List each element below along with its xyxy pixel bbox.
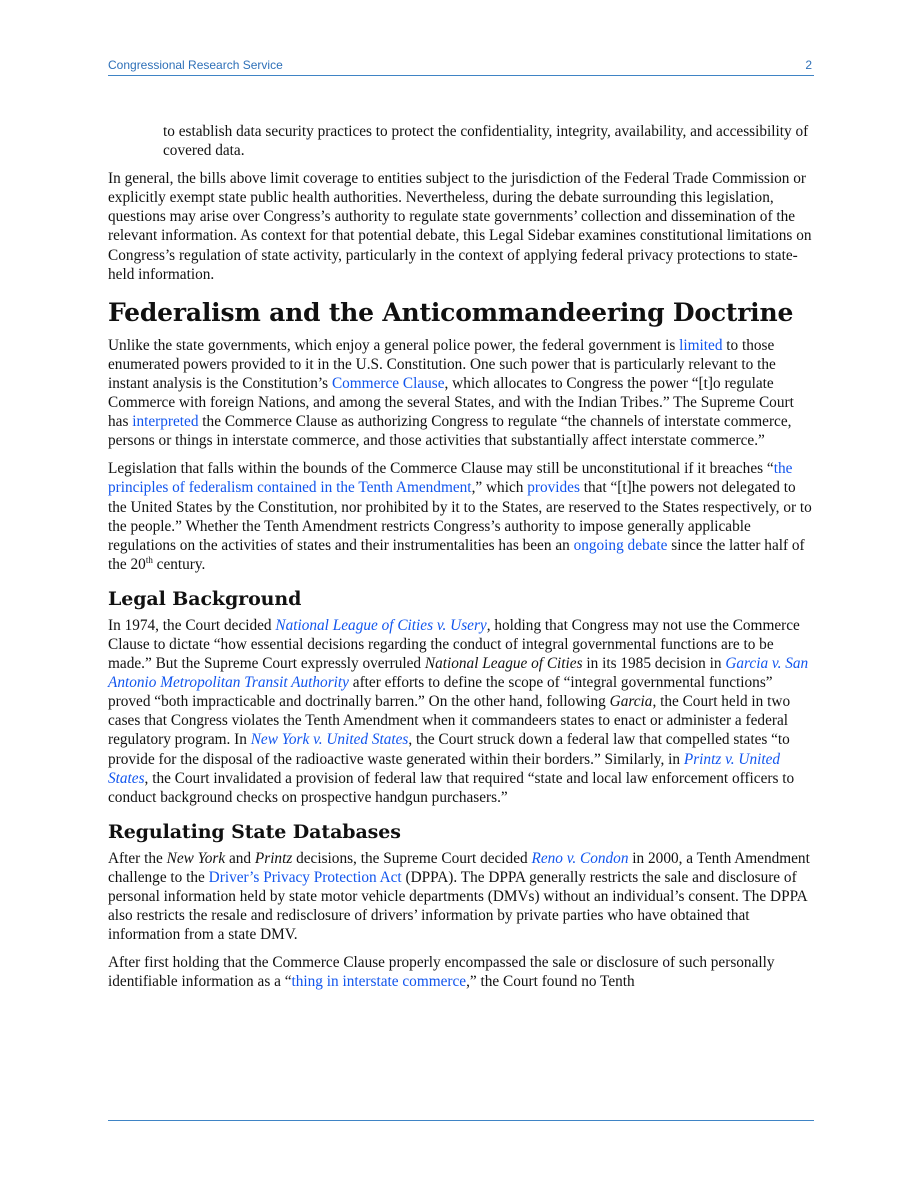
link-printz-v-united-states[interactable]: Printz v. United States: [108, 750, 781, 787]
page-number: 2: [805, 58, 812, 72]
intro-paragraph: In general, the bills above limit coverage to entities subject to the jurisdiction of the Federal Trade Commission or explicitly exempt state public health authorities. Nevertheless, during the debate surrounding this legislation, questions may arise over Congress’s authority to regulate state governments’ collection and dissemination of the relevant information. As context for that potential debate, this Legal Sidebar examines constitutional limitations on Congress’s regulation of state activity, particularly in the context of applying federal privacy protections to state-held information.: [108, 170, 812, 283]
link-new-york-v-united-states[interactable]: New York v. United States: [250, 731, 409, 749]
text-run: the Commerce Clause as authorizing Congress to regulate “the channels of interstate commerce, persons or things in interstate commerce, and those activities that substantially affect interstate commerce.”: [108, 413, 792, 450]
section-heading-federalism: Federalism and the Anticommandeering Doctrine: [108, 297, 794, 327]
text-run: decisions, the Supreme Court decided: [292, 849, 532, 867]
link-thing-in-interstate-commerce[interactable]: thing in interstate commerce: [291, 973, 467, 991]
text-run: after efforts to define the scope of “integral governmental functions” proved “both impracticable and doctrinally barren.” On the other hand, following: [108, 674, 773, 711]
document-body: [108, 122, 814, 1000]
link-drivers-privacy-protection-act[interactable]: Driver’s Privacy Protection Act: [208, 868, 402, 886]
federalism-paragraph-1: [108, 336, 814, 451]
text-run: In 1974, the Court decided: [108, 616, 276, 634]
link-interpreted[interactable]: interpreted: [132, 413, 199, 431]
link-garcia[interactable]: Garcia v. San Antonio Metropolitan Transit Authority: [108, 655, 809, 692]
footer-rule: [108, 1120, 814, 1121]
text-run: in its 1985 decision in: [582, 655, 726, 673]
text-run: After the: [108, 849, 167, 867]
text-run: ,” which: [471, 479, 528, 497]
text-run: and: [225, 849, 255, 867]
section-heading-regulating-state-databases: Regulating State Databases: [108, 820, 401, 843]
link-commerce-clause[interactable]: Commerce Clause: [331, 374, 445, 392]
text-run: Legislation that falls within the bounds of the Commerce Clause may still be unconstitutional if it breaches “: [108, 460, 774, 478]
text-run: Unlike the state governments, which enjoy a general police power, the federal government is: [108, 336, 680, 354]
text-run: ,” the Court found no Tenth: [466, 973, 635, 991]
text-run: century.: [152, 555, 206, 573]
link-provides[interactable]: provides: [527, 479, 580, 497]
header-organization: Congressional Research Service: [108, 58, 283, 72]
case-name-italic: New York: [166, 849, 226, 867]
text-run: , which allocates to Congress the power “[t]o regulate Commerce with foreign Nations, and among the several States, and with the Indian Tribes.” The Supreme Court has: [108, 374, 794, 431]
running-header: [108, 57, 814, 76]
case-name-italic: National League of Cities: [424, 655, 583, 673]
text-run: to those enumerated powers provided to it in the U.S. Constitution. One such power that is particularly relevant to the instant analysis is the Constitution’s: [108, 336, 776, 392]
text-run: , holding that Congress may not use the Commerce Clause to dictate “how essential decisions regarding the conduct of integral governmental functions are to be made.” But the Supreme Court expressly overruled: [108, 616, 800, 673]
case-name-italic: Garcia: [609, 693, 653, 711]
link-principles-of-federalism[interactable]: the principles of federalism contained in the Tenth Amendment: [108, 460, 793, 497]
section-heading-legal-background: Legal Background: [108, 587, 302, 610]
text-run: (DPPA). The DPPA generally restricts the sale and disclosure of personal information held by state motor vehicle departments (DMVs) without an individual’s consent. The DPPA also restricts the resale and redisclosure of drivers’ information by private parties who have obtained that information from a state DMV.: [108, 868, 807, 944]
regulating-paragraph-1: [108, 849, 814, 944]
legal-background-paragraph: [108, 616, 814, 807]
link-national-league-of-cities[interactable]: National League of Cities v. Usery: [275, 616, 487, 634]
text-run: , the Court invalidated a provision of federal law that required “state and local law enforcement officers to conduct background checks on prospective handgun purchasers.”: [108, 769, 795, 806]
text-run: that “[t]he powers not delegated to the United States by the Constitution, nor prohibited by it to the States, are reserved to the States respectively, or to the people.” Whether the Tenth Amendment restricts Congress’s authority to impose generally applicable regulations on the activities of states and their instrumentalities has been an: [108, 479, 812, 554]
link-reno-v-condon[interactable]: Reno v. Condon: [531, 849, 629, 867]
link-ongoing-debate[interactable]: ongoing debate: [573, 536, 668, 554]
text-run: in 2000, a Tenth Amendment challenge to the: [108, 849, 810, 886]
text-run: since the latter half of the 20: [108, 536, 805, 573]
case-name-italic: Printz: [254, 849, 293, 867]
text-run: After first holding that the Commerce Clause properly encompassed the sale or disclosure of such personally identifiable information as a “: [108, 954, 775, 991]
regulating-paragraph-2: [108, 953, 814, 991]
text-run: , the Court struck down a federal law that compelled states “to provide for the disposal of the radioactive waste generated within their borders.” Similarly, in: [108, 731, 790, 768]
text-run: , the Court held in two cases that Congress violates the Tenth Amendment when it commandeers states to enact or administer a federal regulatory program. In: [108, 693, 791, 749]
federalism-paragraph-2: [108, 459, 814, 574]
link-limited[interactable]: limited: [679, 336, 723, 354]
superscript-th: th: [145, 554, 153, 565]
block-quote: to establish data security practices to protect the confidentiality, integrity, availability, and accessibility of covered data.: [163, 123, 809, 160]
